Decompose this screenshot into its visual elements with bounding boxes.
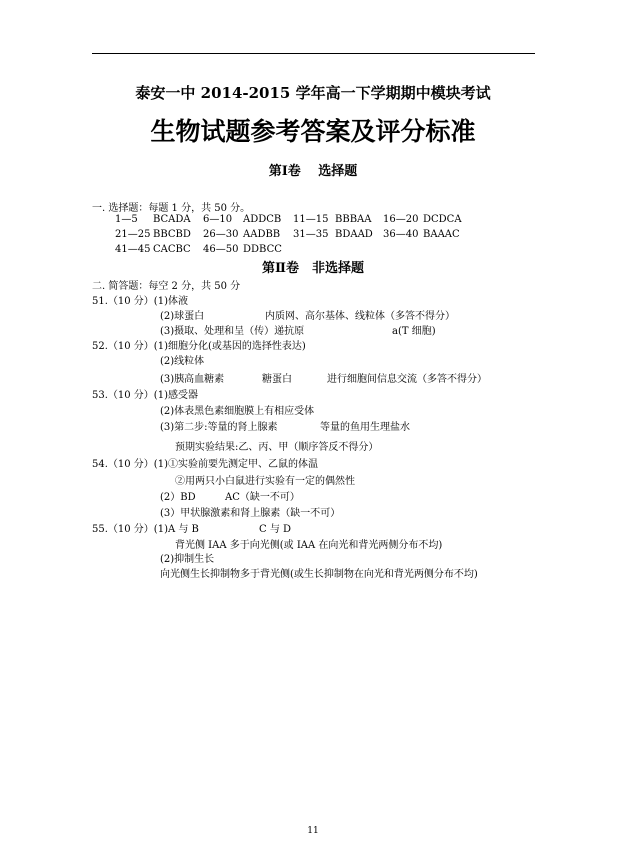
answer-value: BDAAD (335, 229, 373, 240)
q53-line3a: (3)第二步:等量的肾上腺素 (160, 422, 278, 433)
q52-line3b: 糖蛋白 (262, 374, 292, 385)
q52-line1: 52.（10 分）(1)细胞分化(或基因的选择性表达) (92, 341, 306, 352)
part2-intro: 二. 简答题：每空 2 分，共 50 分 (92, 281, 241, 292)
q54-line2: ②用两只小白鼠进行实验有一定的偶然性 (175, 476, 355, 487)
q54-line3b: AC（缺一不可） (225, 492, 300, 503)
answer-value: BAAAC (423, 229, 460, 240)
part1-heading: 第Ⅰ卷 选择题 (268, 164, 358, 179)
answer-range: 31—35 (293, 229, 329, 240)
q54-line4: (3）甲状腺激素和肾上腺素（缺一不可） (160, 508, 341, 519)
document-title: 生物试题参考答案及评分标准 (150, 117, 476, 146)
answer-range: 36—40 (383, 229, 419, 240)
q52-line3c: 进行细胞间信息交流（多答不得分） (327, 374, 487, 385)
answer-range: 1—5 (115, 214, 138, 225)
q51-line3a: (3)摄取、处理和呈（传）递抗原 (160, 326, 305, 337)
part1-intro: 一. 选择题：每题 1 分，共 50 分。 (92, 203, 251, 214)
part2-heading: 第Ⅱ卷 非选择题 (262, 261, 364, 276)
answer-range: 11—15 (293, 214, 329, 225)
q51-line1: 51.（10 分）(1)体液 (92, 296, 188, 307)
answer-range: 46—50 (203, 244, 239, 255)
q54-line3a: (2）BD (160, 492, 196, 503)
q53-line4: 预期实验结果:乙、丙、甲（顺序答反不得分） (175, 442, 379, 453)
header-rule (92, 53, 535, 54)
q53-line2: (2)体表黑色素细胞膜上有相应受体 (160, 406, 315, 417)
q52-line2: (2)线粒体 (160, 356, 205, 367)
q55-line4: 向光侧生长抑制物多于背光侧(或生长抑制物在向光和背光两侧分布不均) (160, 569, 478, 580)
q55-line1b: C 与 D (259, 524, 292, 535)
answer-value: ADDCB (243, 214, 282, 225)
answer-range: 26—30 (203, 229, 239, 240)
q55-line2: 背光侧 IAA 多于向光侧(或 IAA 在向光和背光两侧分布不均) (175, 540, 443, 551)
page-number: 11 (307, 826, 319, 836)
q52-line3a: (3)胰高血糖素 (160, 374, 225, 385)
q53-line1: 53.（10 分）(1)感受器 (92, 390, 198, 401)
exam-title: 泰安一中 2014-2015 学年高一下学期期中模块考试 (135, 84, 491, 102)
answer-range: 21—25 (115, 229, 151, 240)
q55-line1a: 55.（10 分）(1)A 与 B (92, 524, 199, 535)
answer-value: DCDCA (423, 214, 462, 225)
q51-line3b: a(T 细胞) (392, 326, 436, 337)
answer-value: DDBCC (243, 244, 282, 255)
answer-range: 41—45 (115, 244, 151, 255)
q54-line1: 54.（10 分）(1)①实验前要先测定甲、乙鼠的体温 (92, 459, 318, 470)
q53-line3b: 等量的鱼用生理盐水 (320, 422, 410, 433)
answer-range: 16—20 (383, 214, 419, 225)
answer-value: CACBC (153, 244, 191, 255)
q55-line3: (2)抑制生长 (160, 554, 215, 565)
answer-value: BCADA (153, 214, 191, 225)
q51-line2a: (2)球蛋白 (160, 311, 205, 322)
answer-range: 6—10 (203, 214, 233, 225)
answer-value: BBCBD (153, 229, 191, 240)
answer-value: BBBAA (335, 214, 372, 225)
q51-line2b: 内质网、高尔基体、线粒体（多答不得分） (265, 311, 455, 322)
answer-value: AADBB (243, 229, 281, 240)
